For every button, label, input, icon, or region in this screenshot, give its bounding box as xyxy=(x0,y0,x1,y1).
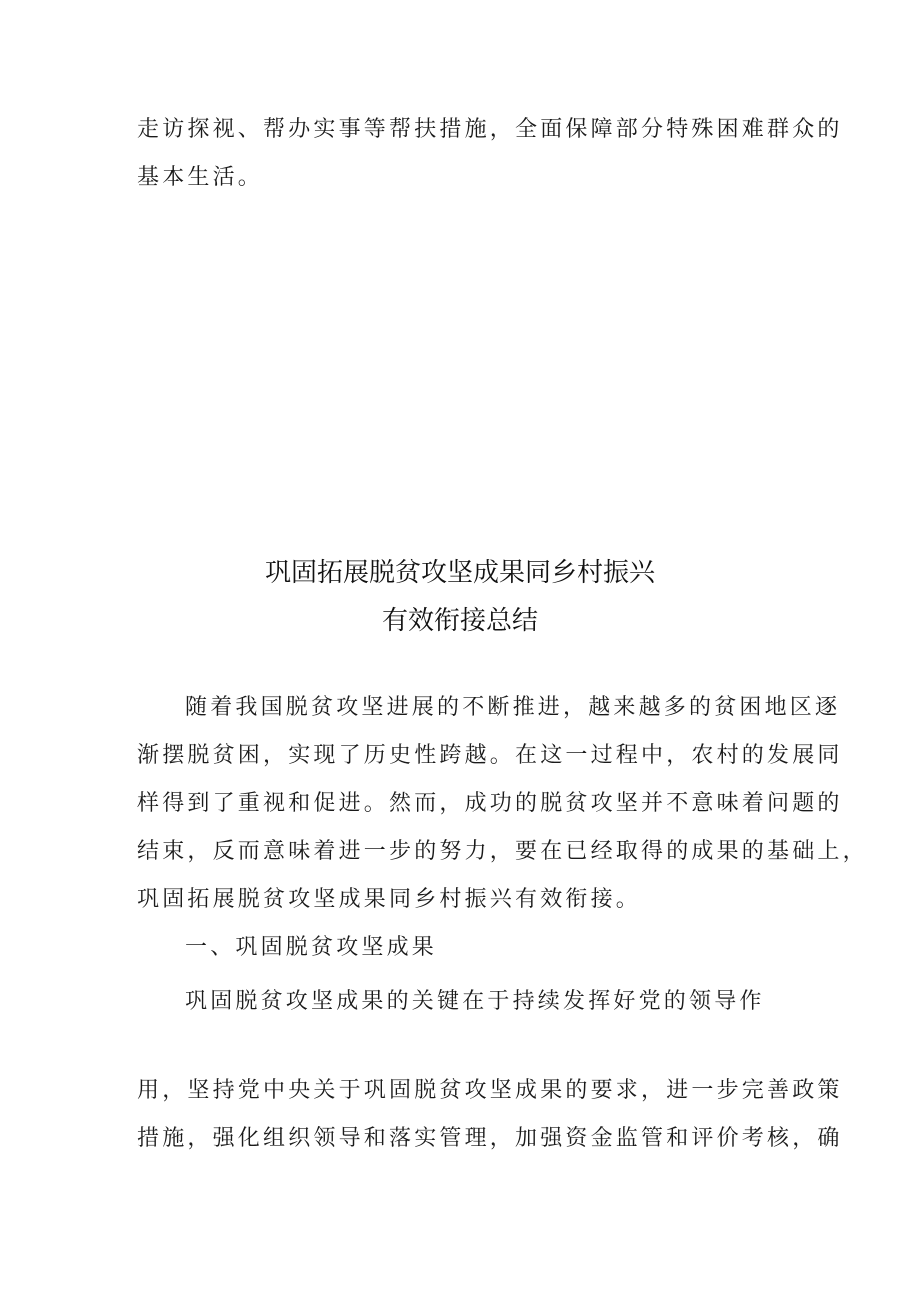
paragraph-2-line-1: 巩固脱贫攻坚成果的关键在于持续发挥好党的领导作 xyxy=(185,989,765,1014)
document-title-line-1: 巩固拓展脱贫攻坚成果同乡村振兴 xyxy=(264,558,655,588)
paragraph-1-line-5: 巩固拓展脱贫攻坚成果同乡村振兴有效衔接。 xyxy=(137,887,642,912)
paragraph-2-line-2: 用，坚持党中央关于巩固脱贫攻坚成果的要求，进一步完善政策 xyxy=(137,1078,843,1103)
continuation-line-2: 基本生活。 xyxy=(137,165,264,190)
paragraph-1-line-2: 渐摆脱贫困，实现了历史性跨越。在这一过程中，农村的发展同 xyxy=(137,743,843,768)
paragraph-1-line-3: 样得到了重视和促进。然而，成功的脱贫攻坚并不意味着问题的 xyxy=(137,791,843,816)
section-heading-1: 一、巩固脱贫攻坚成果 xyxy=(185,935,438,960)
paragraph-1-line-1: 随着我国脱贫攻坚进展的不断推进，越来越多的贫困地区逐 xyxy=(185,695,841,720)
continuation-line-1: 走访探视、帮办实事等帮扶措施，全面保障部分特殊困难群众的 xyxy=(137,117,843,142)
document-title-line-2: 有效衔接总结 xyxy=(381,606,538,636)
paragraph-1-line-4: 结束，反而意味着进一步的努力，要在已经取得的成果的基础上， xyxy=(137,839,868,864)
paragraph-2-line-3: 措施，强化组织领导和落实管理，加强资金监管和评价考核，确 xyxy=(137,1126,843,1151)
